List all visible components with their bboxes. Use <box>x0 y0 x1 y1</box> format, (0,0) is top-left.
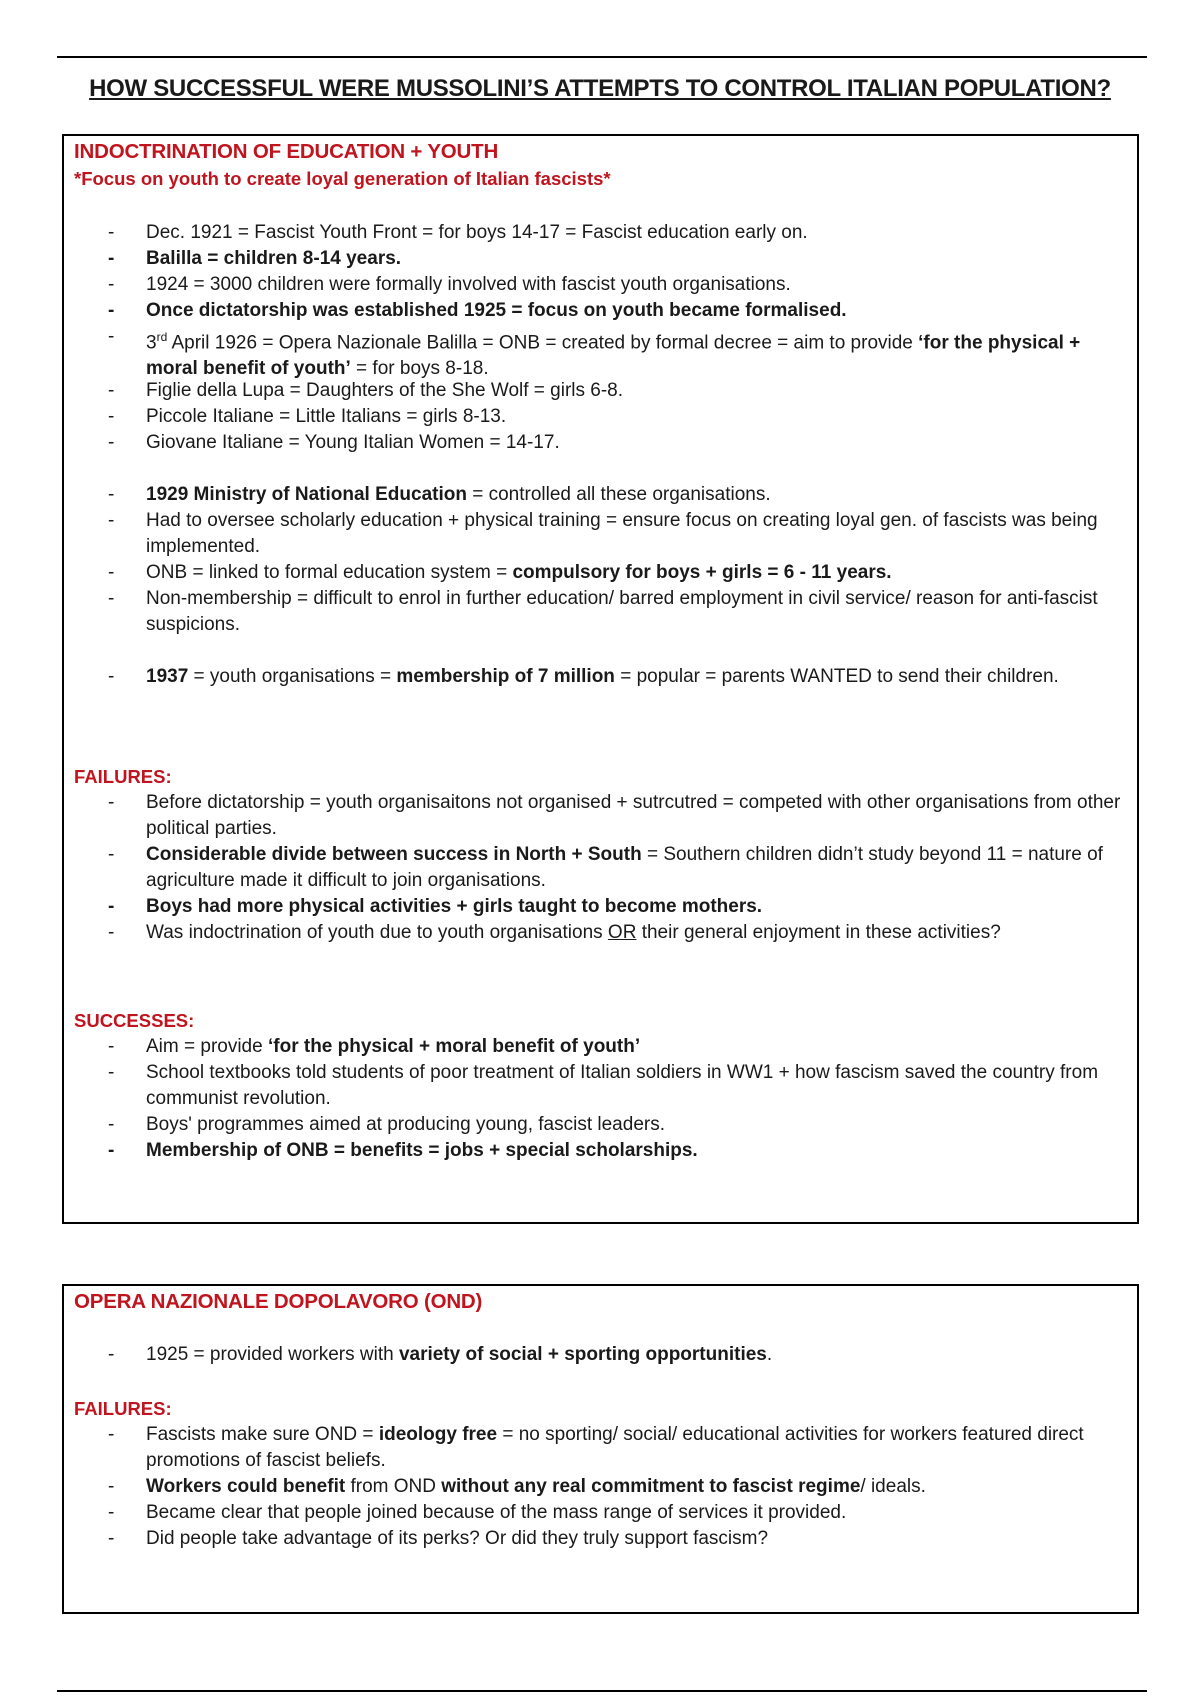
bullet-text-bold: 1937 <box>146 666 189 687</box>
bullet-dash: - <box>108 326 115 347</box>
bullet-text: . <box>766 1344 773 1365</box>
bullet-text: Fascists make sure OND = <box>146 1424 379 1445</box>
bullet-text-bold: membership of 7 million <box>396 666 615 687</box>
bullet-text: = popular = parents WANTED to send their children. <box>614 666 1059 687</box>
bullet-text: 3 <box>146 332 157 354</box>
bullet-text: Balilla = children 8-14 years. <box>146 248 402 269</box>
bullet-text: Dec. 1921 = Fascist Youth Front = for boys 14-17 = Fascist education early on. <box>146 222 808 243</box>
bullet-dash: - <box>108 432 115 453</box>
bullet-text: Was indoctrination of youth due to youth organisations <box>146 922 608 943</box>
bullet-text-bold: ‘for the physical + moral benefit of youth’ <box>267 1036 641 1057</box>
section-heading: OPERA NAZIONALE DOPOLAVORO (OND) <box>74 1290 483 1313</box>
bullet-text-bold: Considerable divide between success in North + South <box>146 844 642 865</box>
bullet-text: School textbooks told students of poor treatment of Italian soldiers in WW1 + how fascism saved the country from communist revolution. <box>146 1062 1099 1109</box>
bullet-text: = controlled all these organisations. <box>466 484 771 505</box>
bullet-dash: - <box>108 300 115 321</box>
bullet-dash: - <box>108 896 115 917</box>
bullet-text: from OND <box>345 1476 442 1497</box>
bullet-dash: - <box>108 844 115 865</box>
bullet-text: ONB = linked to formal education system = <box>146 562 513 583</box>
successes-label: SUCCESSES: <box>74 1010 195 1031</box>
bullet-dash: - <box>108 1140 115 1161</box>
bullet-text: 1924 = 3000 children were formally involved with fascist youth organisations. <box>146 274 791 295</box>
bullet-text: = Southern children didn’t study beyond 11 = nature of agriculture made it difficult to join organisations. <box>146 844 1103 891</box>
bullet-dash: - <box>108 922 115 943</box>
bullet-dash: - <box>108 1114 115 1135</box>
bullet-text: their general enjoyment in these activities? <box>636 922 1001 943</box>
bullet-dash: - <box>108 510 115 531</box>
bullet-text: Boys had more physical activities + girls taught to become mothers. <box>146 896 763 917</box>
bullet-text: Did people take advantage of its perks? Or did they truly support fascism? <box>146 1528 769 1549</box>
bullet-dash: - <box>108 1476 115 1497</box>
bullet-text: April 1926 = Opera Nazionale Balilla = ONB = created by formal decree = aim to provide <box>167 332 919 354</box>
bullet-text: 1925 = provided workers with <box>146 1344 399 1365</box>
bullet-dash: - <box>108 1424 115 1445</box>
bullet-text-underlined: OR <box>607 922 637 943</box>
bullet-dash: - <box>108 274 115 295</box>
bullet-text: Non-membership = difficult to enrol in further education/ barred employment in civil service/ reason for anti-fascist suspicions. <box>146 588 1098 635</box>
section-ond-box <box>62 1284 1139 1614</box>
section-subheading: *Focus on youth to create loyal generation of Italian fascists* <box>74 168 611 189</box>
bullet-text-bold: ideology free <box>378 1424 498 1445</box>
top-rule <box>57 56 1147 58</box>
page-title: HOW SUCCESSFUL WERE MUSSOLINI’S ATTEMPTS TO CONTROL ITALIAN POPULATION? <box>89 75 1111 102</box>
failures-label: FAILURES: <box>74 766 172 787</box>
bullet-text: Became clear that people joined because of the mass range of services it provided. <box>146 1502 847 1523</box>
bullet-text: Giovane Italiane = Young Italian Women = 14-17. <box>146 432 560 453</box>
bullet-text-bold: ‘for the physical + moral benefit of youth’ <box>146 332 1081 380</box>
bullet-text: Piccole Italiane = Little Italians = girls 8-13. <box>146 406 507 427</box>
bullet-dash: - <box>108 562 115 583</box>
bullet-text-bold: compulsory for boys + girls = 6 - 11 years. <box>512 562 892 583</box>
bullet-dash: - <box>108 792 115 813</box>
bullet-text-bold: Workers could benefit <box>146 1476 346 1497</box>
bullet-dash: - <box>108 588 115 609</box>
bullet-dash: - <box>108 248 115 269</box>
bullet-text-bold: variety of social + sporting opportunities <box>398 1344 767 1365</box>
bullet-dash: - <box>108 666 115 687</box>
bullet-text: Boys' programmes aimed at producing young, fascist leaders. <box>146 1114 665 1135</box>
section-heading: INDOCTRINATION OF EDUCATION + YOUTH <box>74 140 499 163</box>
bullet-text: Aim = provide <box>146 1036 268 1057</box>
ordinal-suffix: rd <box>156 330 168 344</box>
bullet-dash: - <box>108 406 115 427</box>
bullet-text: = for boys 8-18. <box>350 358 489 380</box>
bullet-text: Before dictatorship = youth organisaitons not organised + sutrcutred = competed with other organisations from other political parties. <box>146 792 1121 839</box>
failures-label: FAILURES: <box>74 1398 172 1419</box>
bullet-text-bold: without any real commitment to fascist regime <box>441 1476 861 1497</box>
bullet-dash: - <box>108 222 115 243</box>
bullet-text: Had to oversee scholarly education + physical training = ensure focus on creating loyal gen. of fascists was being implemented. <box>146 510 1098 557</box>
bullet-text-bold: 1929 Ministry of National Education <box>146 484 467 505</box>
bullet-dash: - <box>108 1528 115 1549</box>
bullet-text: / ideals. <box>860 1476 926 1497</box>
bullet-text: Once dictatorship was established 1925 = focus on youth became formalised. <box>146 300 847 321</box>
bottom-rule <box>57 1690 1147 1692</box>
section-indoctrination-box <box>62 134 1139 1224</box>
bullet-dash: - <box>108 380 115 401</box>
bullet-text: Membership of ONB = benefits = jobs + special scholarships. <box>146 1140 698 1161</box>
bullet-dash: - <box>108 1036 115 1057</box>
bullet-dash: - <box>108 1062 115 1083</box>
bullet-dash: - <box>108 1502 115 1523</box>
bullet-dash: - <box>108 1344 115 1365</box>
bullet-text: Figlie della Lupa = Daughters of the She Wolf = girls 6-8. <box>146 380 624 401</box>
bullet-dash: - <box>108 484 115 505</box>
bullet-text: = youth organisations = <box>188 666 397 687</box>
bullet-text: = no sporting/ social/ educational activities for workers featured direct promotions of fascist beliefs. <box>146 1424 1084 1471</box>
